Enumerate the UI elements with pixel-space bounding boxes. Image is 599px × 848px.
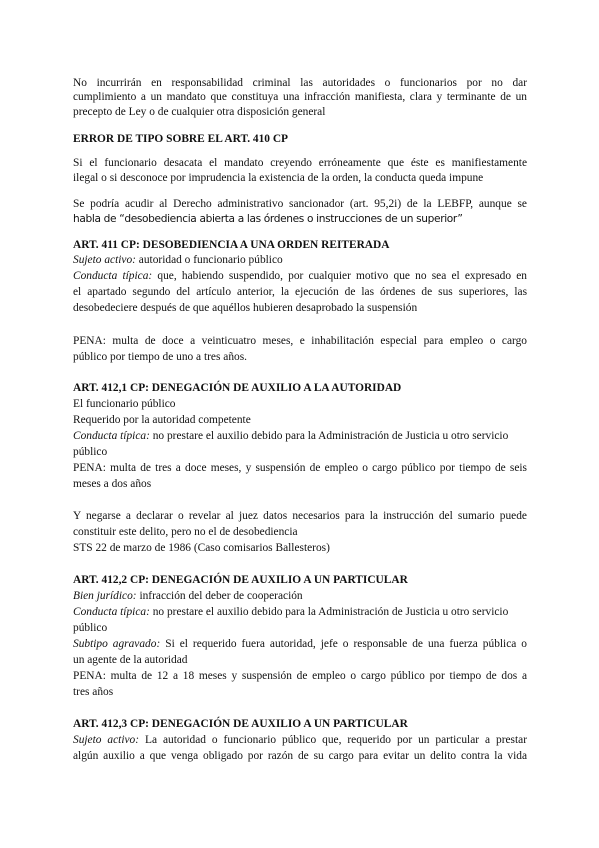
- paragraph-line: Requerido por la autoridad competente: [73, 414, 251, 426]
- penalty-line: PENA: multa de tres a doce meses, y suspensión de empleo o cargo público por tiempo de seis: [73, 462, 527, 474]
- field-label: Sujeto activo:: [73, 254, 136, 266]
- field-line: [73, 269, 527, 283]
- paragraph-line: público: [73, 446, 108, 458]
- field-text: La autoridad o funcionario público que, requerido por un particular a prestar: [139, 734, 527, 746]
- paragraph-line: cumplimiento a un mandato que constituya una infracción manifiesta, clara y terminante de un: [73, 91, 527, 103]
- paragraph-line: público: [73, 622, 108, 634]
- paragraph-line: precepto de Ley o de cualquier otra disposición general: [73, 106, 326, 118]
- penalty-line: PENA: multa de 12 a 18 meses y suspensión de empleo o cargo público por tiempo de dos a: [73, 670, 527, 682]
- paragraph-line: No incurrirán en responsabilidad criminal las autoridades o funcionarios por no dar: [73, 77, 527, 89]
- field-text: Si el requerido fuera autoridad, jefe o responsable de una fuerza pública o: [160, 638, 528, 650]
- section-heading: ERROR DE TIPO SOBRE EL ART. 410 CP: [73, 133, 289, 145]
- paragraph-line: ilegal o si desconoce por imprudencia la existencia de la orden, la conducta queda impune: [73, 172, 484, 184]
- paragraph-line: El funcionario público: [73, 398, 176, 410]
- paragraph-line: algún auxilio a que venga obligado por razón de su cargo para evitar un delito contra la vida: [73, 750, 527, 762]
- paragraph-line: desobedeciere después de que aquéllos hubieren desaprobado la suspensión: [73, 302, 418, 314]
- field-text: no prestare el auxilio debido para la Administración de Justicia u otro servicio: [149, 606, 509, 618]
- field-line: [73, 605, 527, 619]
- penalty-line: tres años: [73, 686, 114, 698]
- paragraph-line: constituir este delito, pero no el de desobediencia: [73, 526, 298, 538]
- field-line: [73, 637, 527, 651]
- field-text: infracción del deber de cooperación: [136, 590, 303, 602]
- citation-line: STS 22 de marzo de 1986 (Caso comisarios Ballesteros): [73, 542, 330, 554]
- field-label: Sujeto activo:: [73, 734, 140, 746]
- field-text: que, habiendo suspendido, por cualquier motivo que no sea el expresado en: [152, 270, 527, 282]
- field-line: [73, 589, 527, 603]
- paragraph-line: habla de “desobediencia abierta a las órdenes o instrucciones de un superior”: [73, 213, 463, 225]
- field-label: Conducta típica:: [73, 270, 153, 282]
- field-text: autoridad o funcionario público: [135, 254, 283, 266]
- penalty-line: PENA: multa de doce a veinticuatro meses, e inhabilitación especial para empleo o cargo: [73, 335, 527, 347]
- field-text: no prestare el auxilio debido para la Administración de Justicia u otro servicio: [149, 430, 509, 442]
- penalty-line: público por tiempo de uno a tres años.: [73, 351, 247, 363]
- field-label: Conducta típica:: [73, 606, 150, 618]
- paragraph-line: el apartado segundo del artículo anterior, la ejecución de las órdenes de sus superiores, las: [73, 286, 527, 298]
- paragraph-line: Se podría acudir al Derecho administrativo sancionador (art. 95,2i) de la LEBFP, aunque se: [73, 198, 527, 210]
- field-line: [73, 733, 527, 747]
- paragraph-line: Si el funcionario desacata el mandato creyendo erróneamente que éste es manifiestamente: [73, 157, 527, 169]
- paragraph-line: Y negarse a declarar o revelar al juez datos necesarios para la instrucción del sumario puede: [73, 510, 527, 522]
- field-line: [73, 429, 527, 443]
- section-heading: ART. 411 CP: DESOBEDIENCIA A UNA ORDEN REITERADA: [73, 239, 390, 251]
- paragraph-line: un agente de la autoridad: [73, 654, 188, 666]
- section-heading: ART. 412,2 CP: DENEGACIÓN DE AUXILIO A UN PARTICULAR: [73, 574, 408, 586]
- penalty-line: meses a dos años: [73, 478, 152, 490]
- field-label: Subtipo agravado:: [73, 638, 161, 650]
- field-line: [73, 253, 527, 267]
- field-label: Conducta típica:: [73, 430, 150, 442]
- section-heading: ART. 412,3 CP: DENEGACIÓN DE AUXILIO A UN PARTICULAR: [73, 718, 408, 730]
- section-heading: ART. 412,1 CP: DENEGACIÓN DE AUXILIO A LA AUTORIDAD: [73, 382, 402, 394]
- field-label: Bien jurídico:: [73, 590, 137, 602]
